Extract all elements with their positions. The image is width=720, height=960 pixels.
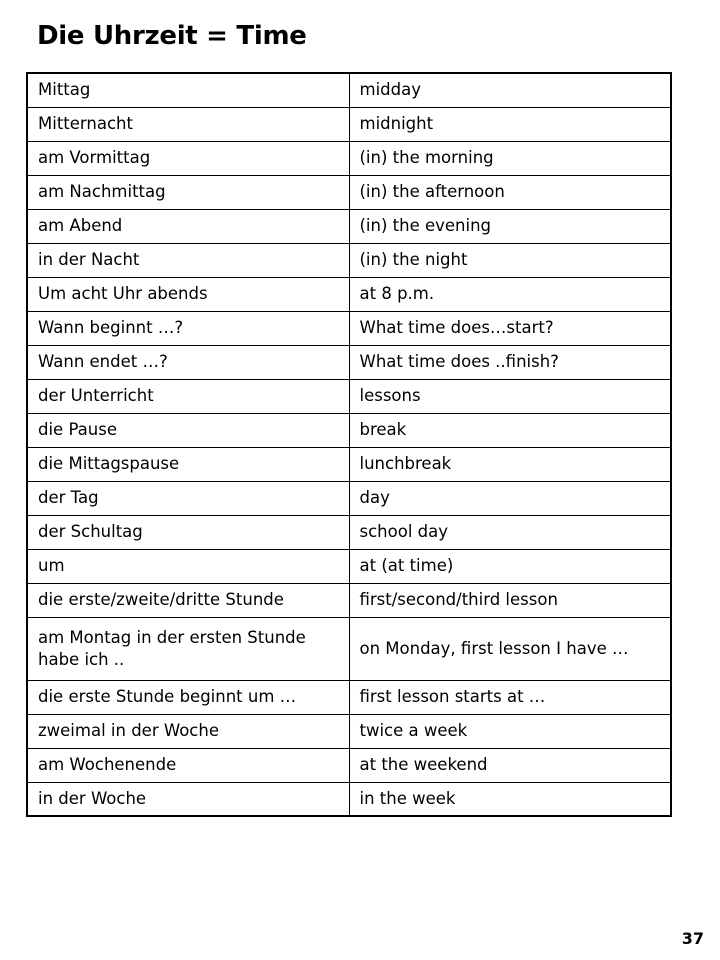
german-term: der Schultag <box>27 515 349 549</box>
english-translation: at 8 p.m. <box>349 277 671 311</box>
english-translation: twice a week <box>349 714 671 748</box>
table-row <box>27 379 671 413</box>
table-row <box>27 714 671 748</box>
english-translation: midday <box>349 73 671 107</box>
table-row <box>27 209 671 243</box>
english-translation: at the weekend <box>349 748 671 782</box>
english-translation: in the week <box>349 782 671 816</box>
page-title: Die Uhrzeit = Time <box>37 21 307 51</box>
table-row <box>27 345 671 379</box>
german-term: am Wochenende <box>27 748 349 782</box>
english-translation: on Monday, first lesson I have … <box>349 617 671 680</box>
table-row <box>27 680 671 714</box>
vocabulary-table <box>26 72 672 817</box>
table-row <box>27 549 671 583</box>
english-translation: school day <box>349 515 671 549</box>
german-term: der Tag <box>27 481 349 515</box>
german-term: Um acht Uhr abends <box>27 277 349 311</box>
table-row <box>27 141 671 175</box>
table-row <box>27 175 671 209</box>
table-row <box>27 617 671 680</box>
german-term: die Pause <box>27 413 349 447</box>
table-row <box>27 243 671 277</box>
english-translation: (in) the evening <box>349 209 671 243</box>
german-term: die erste/zweite/dritte Stunde <box>27 583 349 617</box>
table-row <box>27 277 671 311</box>
german-term: Wann beginnt …? <box>27 311 349 345</box>
german-term: Wann endet …? <box>27 345 349 379</box>
german-term: in der Woche <box>27 782 349 816</box>
german-term: Mittag <box>27 73 349 107</box>
german-term: Mitternacht <box>27 107 349 141</box>
english-translation: What time does…start? <box>349 311 671 345</box>
table-row <box>27 311 671 345</box>
table-row <box>27 748 671 782</box>
english-translation: lunchbreak <box>349 447 671 481</box>
page-number: 37 <box>681 929 704 948</box>
table-row <box>27 481 671 515</box>
german-term: der Unterricht <box>27 379 349 413</box>
german-term: am Vormittag <box>27 141 349 175</box>
german-term: am Abend <box>27 209 349 243</box>
german-term: am Nachmittag <box>27 175 349 209</box>
english-translation: day <box>349 481 671 515</box>
english-translation: first lesson starts at … <box>349 680 671 714</box>
table-row <box>27 583 671 617</box>
german-term: die erste Stunde beginnt um … <box>27 680 349 714</box>
german-term: in der Nacht <box>27 243 349 277</box>
english-translation: (in) the night <box>349 243 671 277</box>
english-translation: at (at time) <box>349 549 671 583</box>
german-term: die Mittagspause <box>27 447 349 481</box>
table-row <box>27 107 671 141</box>
table-row <box>27 413 671 447</box>
table-row <box>27 73 671 107</box>
english-translation: lessons <box>349 379 671 413</box>
table-row <box>27 515 671 549</box>
table-row <box>27 447 671 481</box>
english-translation: first/second/third lesson <box>349 583 671 617</box>
english-translation: (in) the afternoon <box>349 175 671 209</box>
german-term: am Montag in der ersten Stunde habe ich .. <box>27 617 349 680</box>
english-translation: midnight <box>349 107 671 141</box>
english-translation: What time does ..finish? <box>349 345 671 379</box>
german-term: zweimal in der Woche <box>27 714 349 748</box>
german-term: um <box>27 549 349 583</box>
english-translation: (in) the morning <box>349 141 671 175</box>
table-row <box>27 782 671 816</box>
english-translation: break <box>349 413 671 447</box>
